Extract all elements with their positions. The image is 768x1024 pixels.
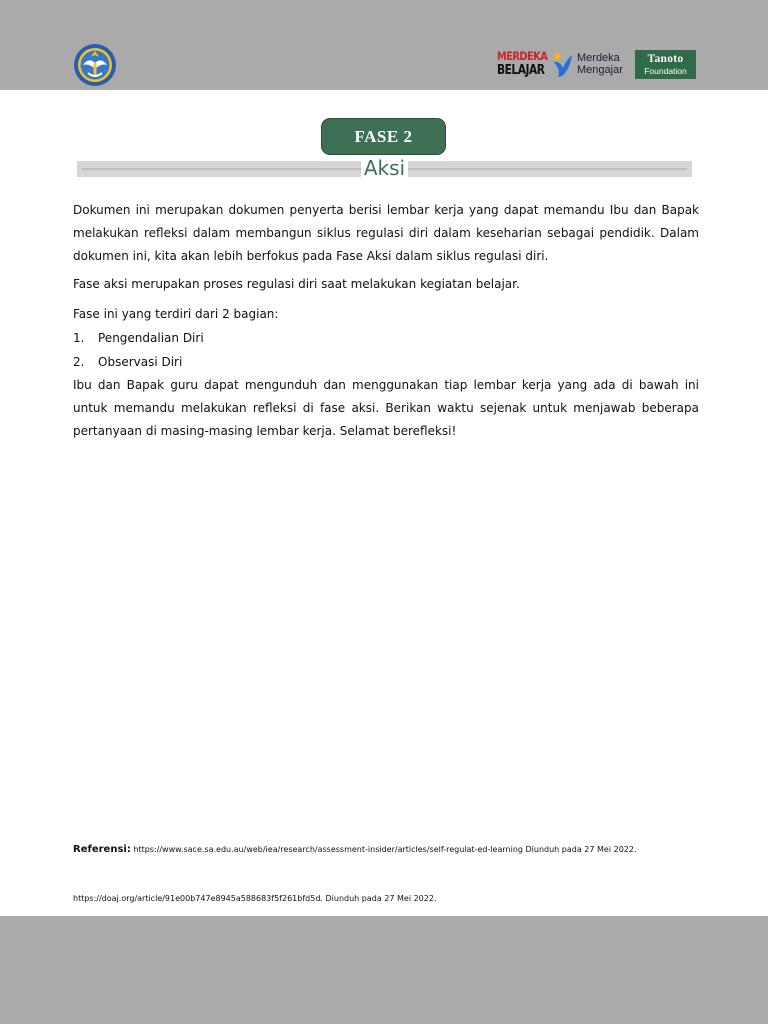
document-body xyxy=(73,199,699,443)
merdeka-belajar-line1: MERDEKA xyxy=(497,49,548,63)
aksi-definition-paragraph: Fase aksi merupakan proses regulasi diri saat melakukan kegiatan belajar. xyxy=(73,277,520,291)
list-item xyxy=(73,350,699,374)
page-footer xyxy=(0,916,768,1024)
reference-1 xyxy=(73,844,637,855)
reference-1-text: https://www.sace.sa.edu.au/web/iea/research/assessment-insider/articles/self-regulat-ed-learning Diunduh pada 27 Mei 2022. xyxy=(130,845,637,854)
parts-list xyxy=(73,326,699,374)
merdeka-belajar-line2: BELAJAR xyxy=(497,63,545,78)
merdeka-belajar-logo xyxy=(497,49,548,80)
list-item-number: 1. xyxy=(73,331,85,345)
merdeka-mengajar-line2: Mengajar xyxy=(577,64,623,76)
reference-2: https://doaj.org/article/91e00b747e8945a588683f5f261bfd5d. Diunduh pada 27 Mei 2022. xyxy=(73,894,437,903)
list-item-label: Observasi Diri xyxy=(98,355,183,369)
page-header xyxy=(0,0,768,90)
list-item-number: 2. xyxy=(73,355,85,369)
merdeka-mengajar-logo xyxy=(577,52,623,76)
list-item-label: Pengendalian Diri xyxy=(98,331,204,345)
section-rule-right xyxy=(408,168,687,170)
tanoto-line2: Foundation xyxy=(644,66,687,76)
tanoto-line1: Tanoto xyxy=(647,53,684,65)
parts-intro-paragraph: Fase ini yang terdiri dari 2 bagian: xyxy=(73,307,279,321)
section-rule-left xyxy=(82,168,361,170)
intro-paragraph: Dokumen ini merupakan dokumen penyerta berisi lembar kerja yang dapat memandu Ibu dan Bapak melakukan refleksi dalam membangun siklus regulasi diri dalam keseharian sebagai pendidik. Dalam dokumen ini, kita akan lebih berfokus pada Fase Aksi dalam siklus regulasi diri. xyxy=(73,203,699,263)
merdeka-mengajar-line1: Merdeka xyxy=(577,52,620,64)
closing-paragraph: Ibu dan Bapak guru dapat mengunduh dan menggunakan tiap lembar kerja yang ada di bawah ini untuk memandu melakukan refleksi di fase aksi. Berikan waktu sejenak untuk menjawab beberapa pertanyaan di masing-masing lembar kerja. Selamat berefleksi! xyxy=(73,378,699,438)
merdeka-mengajar-figure-icon xyxy=(552,51,574,79)
tut-wuri-handayani-emblem-icon xyxy=(73,43,117,87)
list-item xyxy=(73,326,699,350)
tanoto-foundation-logo xyxy=(635,50,696,79)
reference-label: Referensi: xyxy=(73,844,131,855)
phase-badge: FASE 2 xyxy=(321,118,446,155)
section-title: Aksi xyxy=(361,155,408,181)
